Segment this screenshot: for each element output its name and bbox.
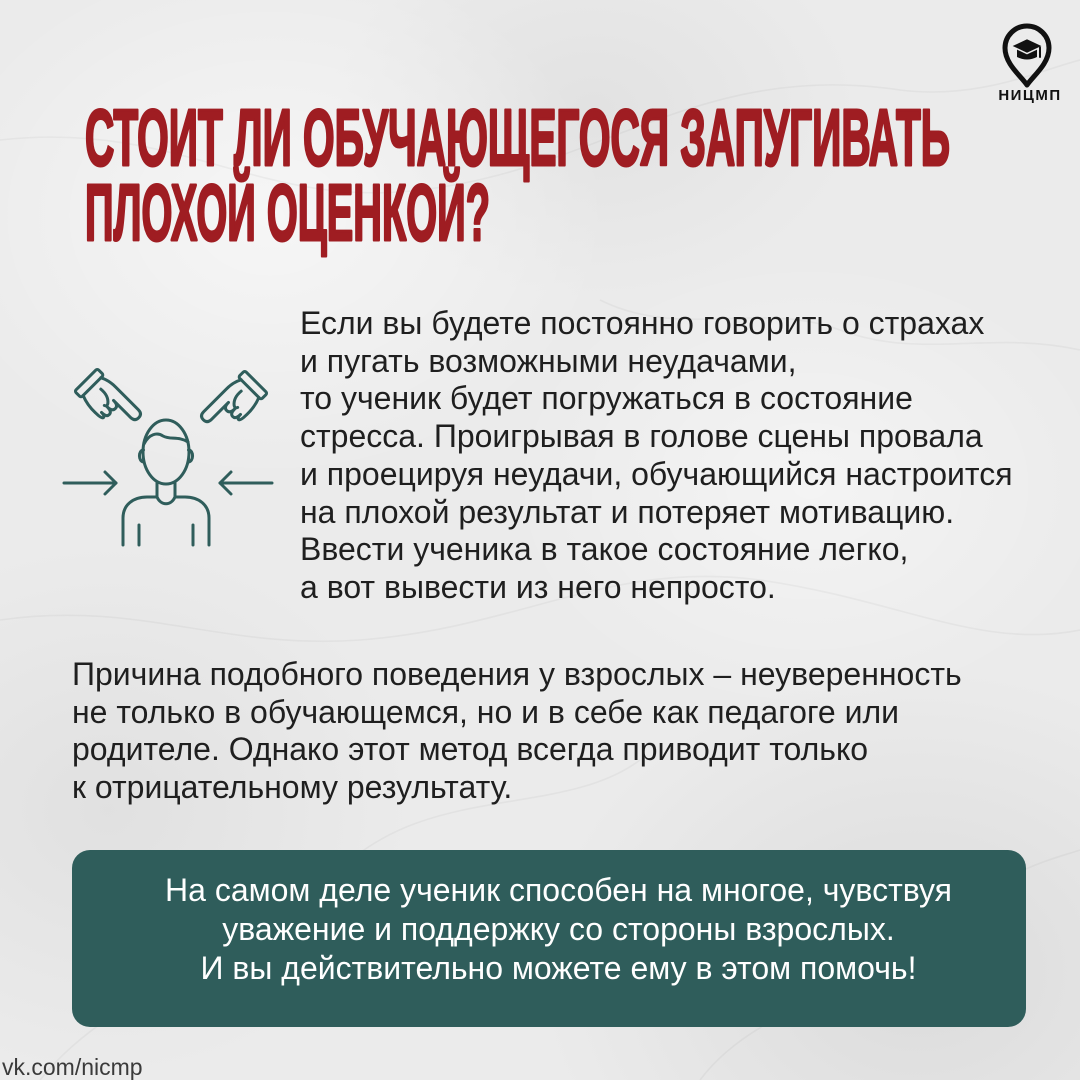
mortarboard-top	[1011, 39, 1043, 54]
hand-cuff	[238, 371, 267, 400]
intro-line: а вот вывести из него непросто.	[300, 568, 776, 605]
callout-box	[72, 850, 1026, 1027]
callout-line: И вы действительно можете ему в этом помочь!	[200, 950, 917, 986]
intro-line: Ввести ученика в такое состояние легко,	[300, 531, 909, 568]
pointing-hand-right-icon	[199, 371, 267, 439]
reason-line: не только в обучающемся, но и в себе как педагоге или	[72, 693, 900, 730]
graduation-cap-pin-icon	[995, 20, 1060, 90]
callout-line: На самом деле ученик способен на многое, чувствуя	[165, 872, 952, 908]
arrow-left-icon	[220, 472, 272, 494]
person-head	[143, 420, 189, 484]
hand-outline	[81, 375, 143, 437]
hand-thumb	[230, 391, 248, 409]
reason-line: родителе. Однако этот метод всегда приводит только	[72, 731, 869, 768]
intro-line: то ученик будет погружаться в состояние	[300, 380, 913, 417]
pressured-person-icon	[55, 360, 280, 555]
intro-line: и пугать возможными неудачами,	[300, 342, 797, 379]
hand-cuff	[75, 369, 104, 398]
footer-link: vk.com/nicmp	[2, 1054, 143, 1080]
intro-line: стресса. Проигрывая в голове сцены провала	[300, 418, 983, 455]
person-body	[123, 497, 209, 545]
reason-line: Причина подобного поведения у взрослых – неуверенность	[72, 656, 962, 692]
intro-line: и проецируя неудачи, обучающийся настроится	[300, 455, 1013, 492]
brand-name: НИЦМП	[998, 87, 1062, 104]
reason-paragraph	[72, 656, 962, 807]
pointing-hand-left-icon	[74, 369, 142, 437]
callout-line: уважение и поддержку со стороны взрослых.	[222, 911, 895, 947]
intro-line: Если вы будете постоянно говорить о страхах	[300, 305, 985, 341]
person-icon	[123, 420, 209, 545]
person-hairline	[144, 434, 188, 444]
hand-outline	[199, 377, 261, 439]
title-line: ПЛОХОЙ ОЦЕНКОЙ?	[85, 168, 901, 257]
hand-thumb	[94, 389, 112, 407]
arrow-right-icon	[64, 472, 116, 494]
intro-paragraph	[300, 305, 1013, 607]
intro-line: на плохой результат и потеряет мотивацию.	[300, 493, 955, 530]
person-arms	[139, 525, 193, 545]
reason-line: к отрицательному результату.	[72, 769, 513, 806]
page-title	[80, 95, 960, 255]
title-line: СТОИТ ЛИ ОБУЧАЮЩЕГОСЯ ЗАПУГИВАТЬ	[85, 93, 951, 182]
